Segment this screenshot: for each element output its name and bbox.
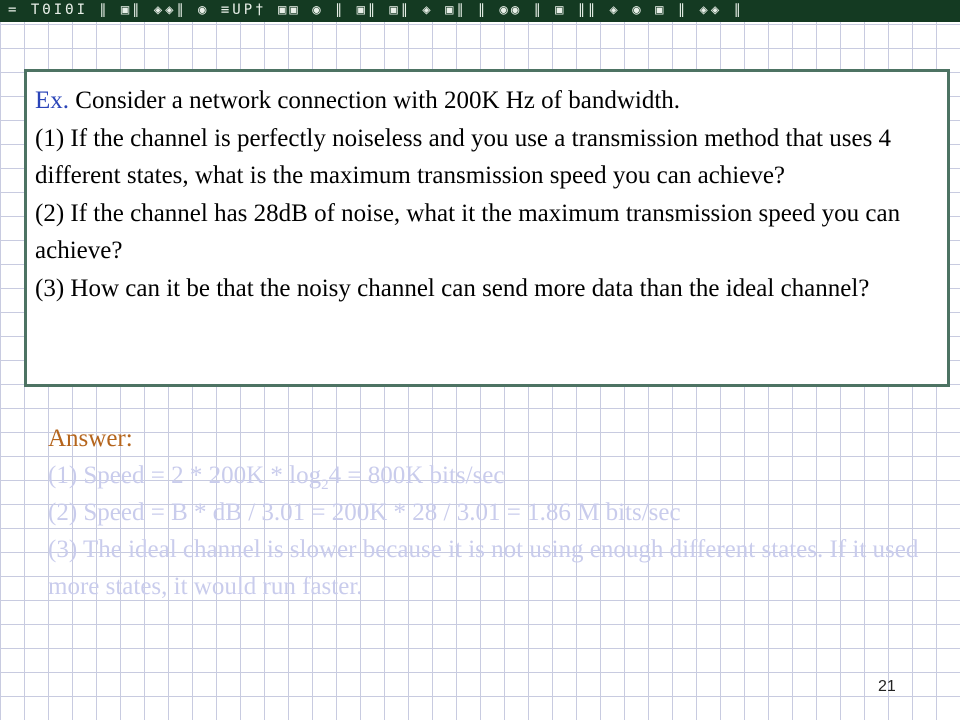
answer-1: [48, 457, 928, 494]
ex-label: Ex.: [35, 87, 70, 114]
answer-section: [48, 420, 928, 605]
answer-1-pre: (1) Speed = 2 * 200K * log: [48, 462, 322, 489]
answer-title: Answer:: [48, 425, 133, 452]
page-number: 21: [878, 678, 896, 695]
question-box: [24, 69, 950, 387]
question-3: (3) How can it be that the noisy channel can send more data than the ideal channel?: [35, 274, 870, 302]
answer-1-post: 4 = 800K bits/sec: [328, 462, 505, 489]
top-decorative-strip: [0, 0, 960, 22]
answer-3: (3) The ideal channel is slower because it is not using enough different states. If it used more states, it would run faster.: [48, 536, 919, 600]
question-intro-text: Consider a network connection with 200K Hz of bandwidth.: [69, 87, 681, 114]
question-1: (1) If the channel is perfectly noiseless and you use a transmission method that uses 4 different states, what is the maximum transmission speed you can achieve?: [35, 124, 892, 189]
question-intro: [35, 82, 939, 120]
top-strip-glyphs: = ΤΘΙΘΙ ∥ ▣∥ ◈◈∥ ◉ ≡UP† ▣▣ ◉ ∥ ▣∥ ▣∥ ◈ ▣∥ ∥ ◉◉ ∥ ▣ ∥∥ ◈ ◉ ▣ ∥ ◈◈ ∥: [8, 2, 744, 18]
answer-1-subscript: 2: [321, 477, 329, 493]
answer-2: (2) Speed = B * dB / 3.01 = 200K * 28 / 3.01 = 1.86 M bits/sec: [48, 499, 681, 526]
question-2: (2) If the channel has 28dB of noise, what it the maximum transmission speed you can achieve?: [35, 199, 901, 264]
